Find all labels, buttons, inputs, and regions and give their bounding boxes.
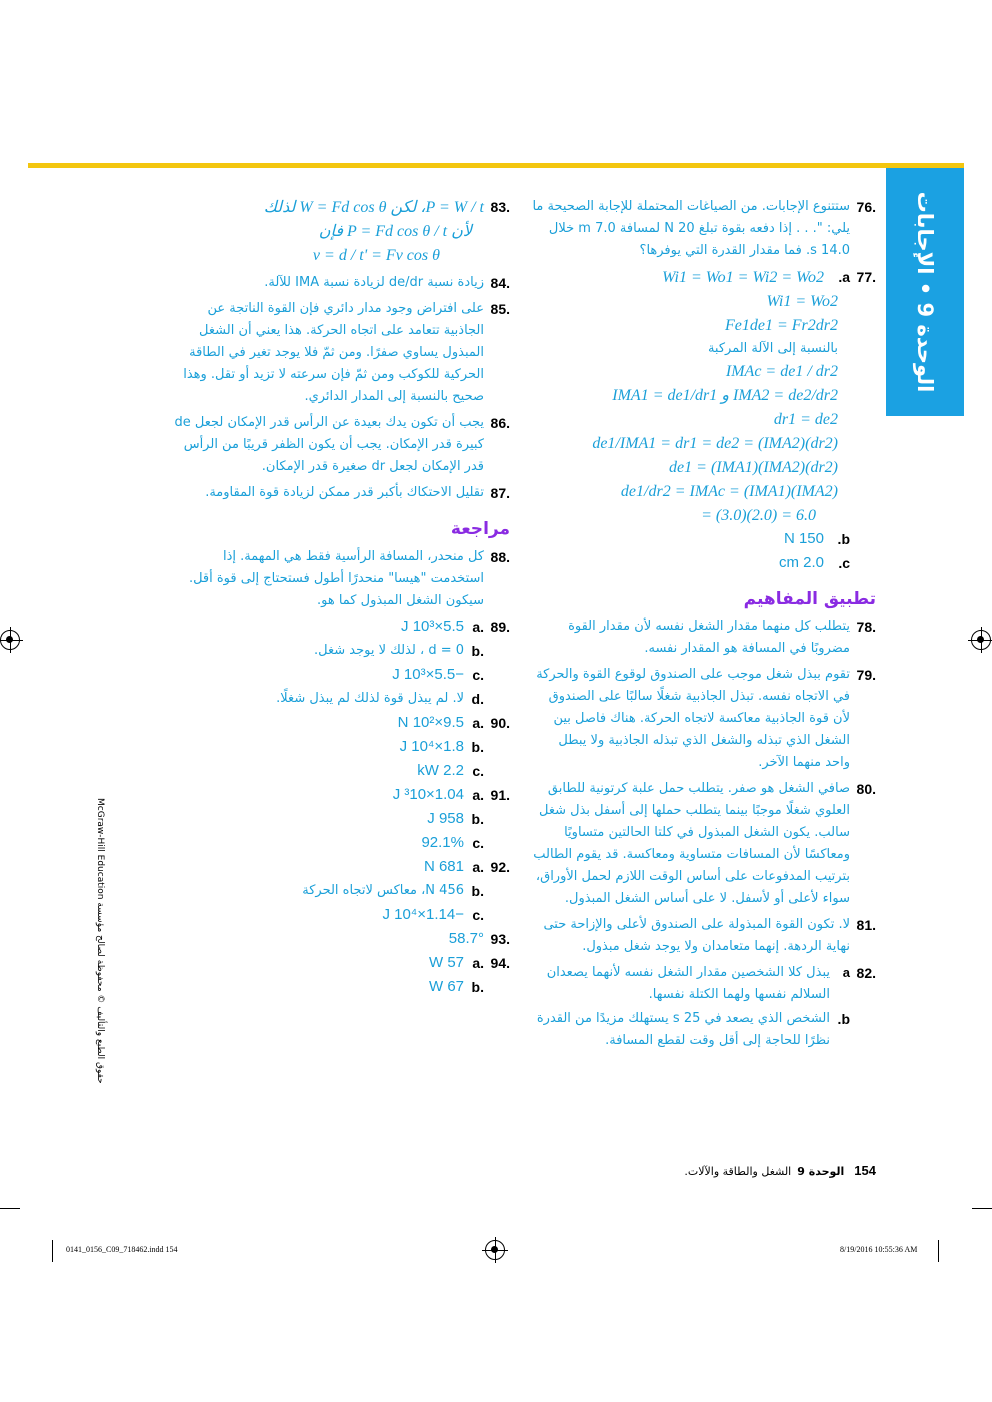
header-rule [28,163,964,168]
equation: de1/IMA1 = dr1 = de2 = (IMA2)(dr2) [592,435,838,452]
answer-89b: .b d = 0 ، لذلك لا يوجد شغل. [314,643,484,659]
equation: IMA1 = de1/dr1 و IMA2 = de2/dr2 [612,387,838,404]
crop-mark [972,1208,992,1209]
left-column [170,196,510,1000]
answer-94b: .b 67 W [428,978,484,995]
answer-82b: b. الشخص الذي يصعد في 25 s يستهلك مزيدًا من القدرة نظرًا للحاجة إلى أقل وقت لقطع المسافة. [536,1011,850,1048]
answer-94a: .94 .a 57 W [428,954,510,971]
question-88: .88 كل منحدر، المسافة الرأسية فقط هي المهمة. إذا استخدمت "هيسا" منحدرًا أطول فستحتاج إلى قوة أقل. سيكون الشغل المبذول كما هو. [188,549,510,608]
question-82: .82 a يبذل كلا الشخصين مقدار الشغل نفسه لأنهما يصعدان السلالم نفسها ولهما الكتلة نفسها. [546,965,876,1002]
answer-77c: c. 2.0 cm [778,554,850,571]
answer-92c: .c −1.14×10⁴ J [382,906,484,923]
answer-91b: .b J 958 [427,810,484,827]
crop-mark [52,1240,53,1262]
section-title: مراجعة [450,519,510,539]
copyright-credit: حقوق الطبع والتأليف © محفوظة لصالح مؤسسة McGraw-Hill Education [95,798,105,1084]
crop-mark [938,1240,939,1262]
right-column [530,196,876,1054]
equation: فإن P = Fd cos θ / t لأن [318,223,472,240]
registration-mark-icon [485,1240,505,1260]
question-81: .81 لا. تكون القوة المبذولة على الصندوق لأعلى والإزاحة حتى نهاية الردهة. إنهما متعامدان ولا يوجد شغل مبذول. [543,917,876,954]
equation: IMAc = de1 / dr2 [725,363,838,380]
equation: de1/dr2 = IMAc = (IMA1)(IMA2) [620,483,838,500]
compound-label: بالنسبة إلى الآلة المركبة [707,341,838,356]
registration-mark-icon [0,630,20,650]
answer-77b: b. 150 N [783,530,850,547]
footer-unit: الوحدة 9 [797,1165,845,1178]
question-87: .87 تقليل الاحتكاك بأكبر قدر ممكن لزيادة قوة المقاومة. [205,485,510,501]
crop-mark [0,1208,20,1209]
answer-93: .93 58.7° [448,930,510,947]
question-76: .76 ستتنوع الإجابات. من الصياغات المحتملة للإجابة الصحيحة ما يلي: ". . . إذا دفعه بقوة تبلغ 20 N لمسافة 7.0 m خلال 14.0 s. فما مقدار القدرة التي يوفرها؟ [532,199,876,258]
answer-90b: .b 1.8×10⁴ J [399,738,484,755]
question-78: .78 يتطلب كل منهما مقدار الشغل نفسه لأن مقدار القوة مضروبًا في المسافة هو المقدار نفسه. [568,619,876,656]
question-77: .77 a. Wi1 = Wo1 = Wi2 = Wo2 [662,269,876,286]
unit-tab-label: الوحدة 9 • الإجابات [913,191,937,393]
answer-90c: .c 2.2 kW [417,762,484,779]
section-title: تطبيق المفاهيم [743,589,876,609]
equation: Wi1 = Wo2 [766,293,838,310]
footer-title: الشغل والطاقة والآلات. [684,1165,792,1178]
answer-90a: .90 .a 9.5×10² N [397,714,510,731]
question-79: .79 تقوم ببذل شغل موجب على الصندوق لوقوع القوة والحركة في الاتجاه نفسه. تبذل الجاذبية شغلًا سالبًا على الصندوق لأن قوة الجاذبية معاكسة لاتجاه الحركة. هناك فاصل بين الشغل الذي تبذله والشغل الذي تبذله الجاذبية ولا يبطل واحد منهما الآخر. [536,667,876,770]
answer-91c: .c 92.1% [421,834,484,851]
registration-mark-icon [971,630,991,650]
slug-filename: 0141_0156_C09_718462.indd 154 [66,1245,178,1254]
equation: de1 = (IMA1)(IMA2)(dr2) [669,459,838,476]
equation: dr1 = de2 [773,411,838,428]
answer-92b: .b 456 N، معاكس لاتجاه الحركة [302,883,484,899]
question-80: .80 صافي الشغل هو صفر. يتطلب حمل علبة كرتونية للطابق العلوي شغلًا موجبًا بينما يتطلب حملها إلى أسفل بذل شغل سالب. يكون الشغل المبذول في كلتا الحالتين متساويًا ومعاكسًا لأن المسافات متساوية ومعاكسة. قد يقوم الطالب بترتيب المدفوعات على أساس الوقت اللازم لحمل الأوراق، سواء لأعلى أو لأسفل. لا على أساس الشغل المبذول. [533,781,876,906]
answer-91a: .91 .a J ³10×1.04 [392,786,510,803]
answer-89c: .c −5.5×10³ J [392,666,484,683]
answer-89d: .d لا. لم يبذل قوة لذلك لم يبذل شغلًا. [276,691,484,707]
equation: = (3.0)(2.0) = 6.0 [701,507,816,524]
question-84: .84 زيادة نسبة de/dr لزيادة نسبة IMA للآلة. [264,275,510,291]
page-footer [600,1163,876,1178]
answer-89a: .89 .a 5.5×10³ J [401,618,510,635]
answer-92a: .92 .a 681 N [423,858,510,875]
unit-tab [886,168,964,416]
page-number: 154 [854,1163,876,1178]
question-83: .83 لذلك W = Fd cos θ لكن ،P = W / t [263,199,510,216]
question-85: .85 على افتراض وجود مدار دائري فإن القوة الناتجة عن الجاذبية تتعامد على اتجاه الحركة. هذا يعني أن الشغل المبذول يساوي صفرًا. ومن ثمّ فلا يوجد تغير في الطاقة الحركية للكوكب ومن ثمّ فإن سرعته لا تزيد أو تقل. وهذا صحيح بالنسبة إلى المدار الدائري. [183,301,510,404]
equation: v = d / t' = Fv cos θ [312,247,440,264]
slug-date: 8/19/2016 10:55:36 AM [840,1245,918,1254]
equation: Fe1de1 = Fr2dr2 [725,317,838,334]
question-86: .86 يجب أن تكون يدك بعيدة عن الرأس قدر الإمكان لجعل de كبيرة قدر الإمكان. يجب أن يكون الظفر قريبًا من الرأس قدر الإمكان لجعل dr صغيرة قدر الإمكان. [174,415,510,474]
